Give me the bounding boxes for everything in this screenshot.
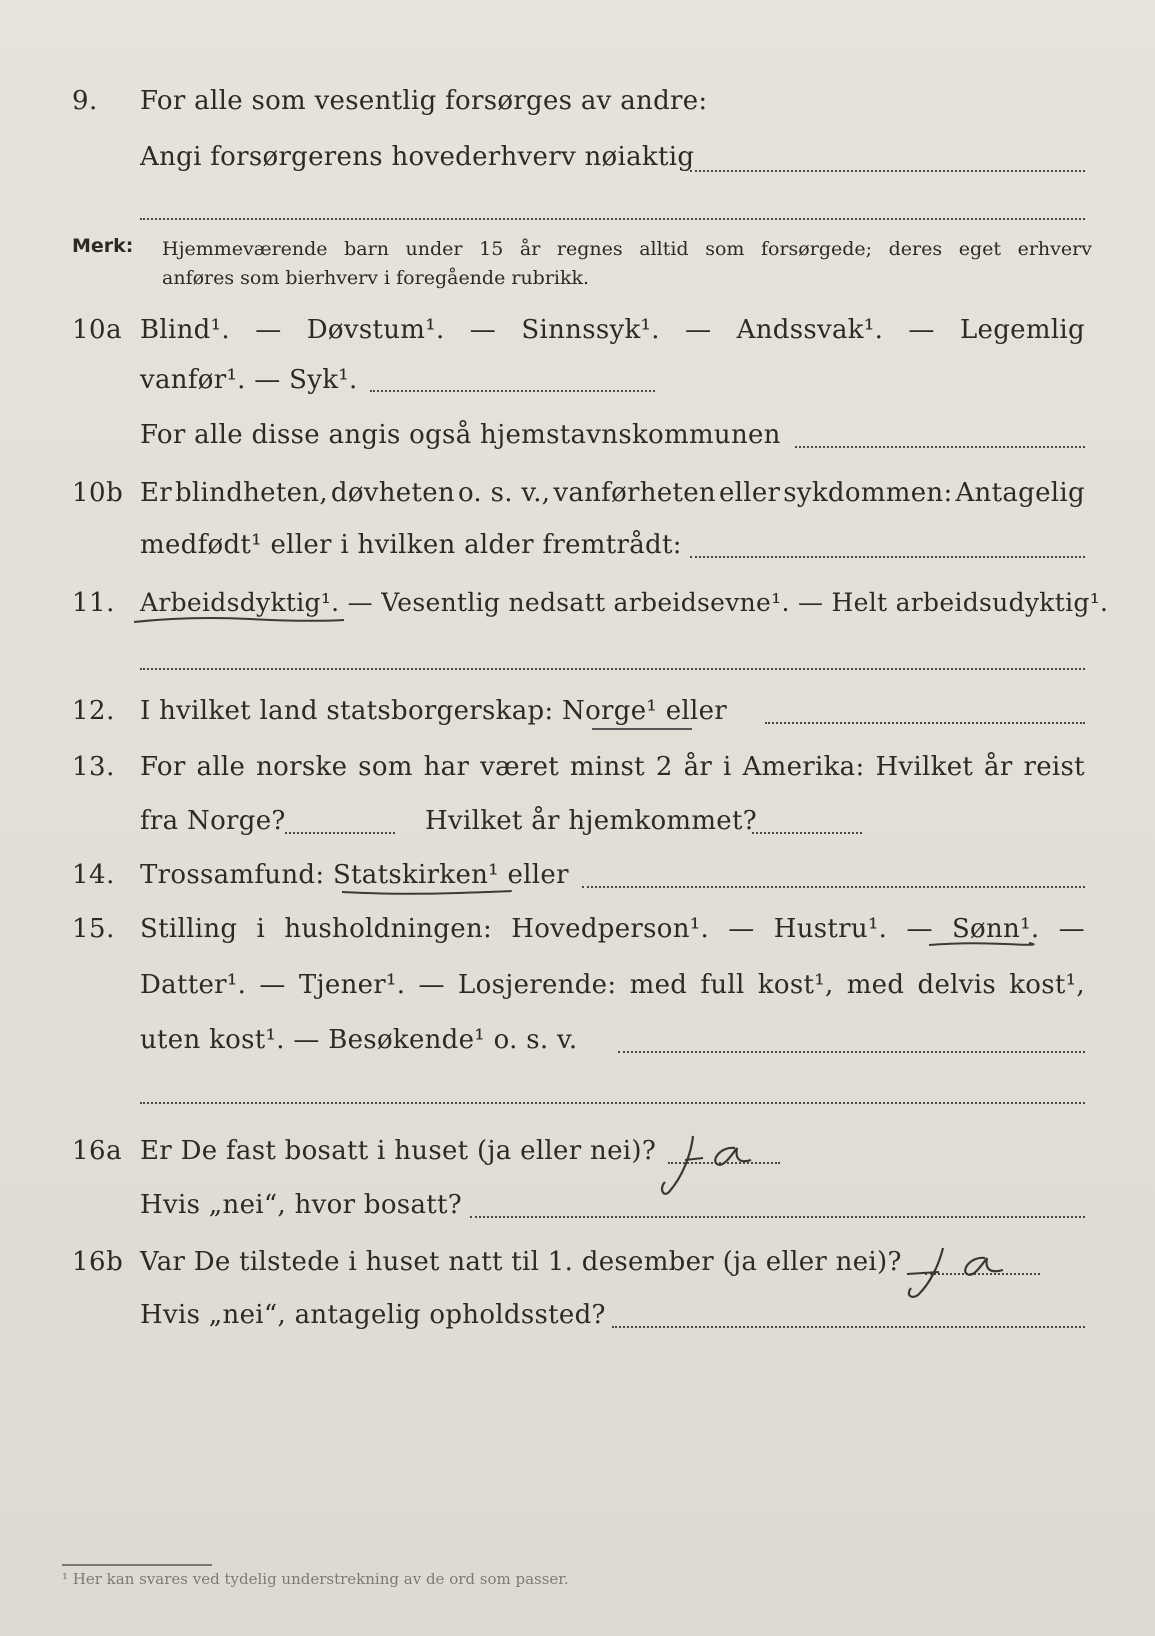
q15-line2-word: — [259, 970, 286, 1000]
q13-line1-word: For [140, 752, 186, 782]
merk-line2: anføres som bierhverv i foregående rubrikk. [162, 267, 590, 289]
q10a-line1-word: — [908, 315, 935, 345]
q10a-line3: For alle disse angis også hjemstavnskommunen [140, 420, 781, 450]
q13-line1-word: i [723, 752, 732, 782]
q12-line1: I hvilket land statsborgerskap: Norge¹ eller [140, 696, 728, 726]
q16b-line1: Var De tilstede i huset natt til 1. desember (ja eller nei)? [140, 1247, 902, 1277]
q16b-handwritten-answer [895, 1242, 1045, 1307]
q13-line1-word: år [984, 752, 1013, 782]
q15-line2-word: Tjener¹. [298, 970, 406, 1000]
q15-line3: uten kost¹. — Besøkende¹ o. s. v. [140, 1025, 578, 1055]
q15-line1-word: Sønn¹. [951, 914, 1040, 944]
merk-line1-word: eget [958, 238, 1002, 260]
q13-line1-word: har [423, 752, 470, 782]
question-number-13: 13. [72, 752, 115, 782]
q15-line1-word: Hustru¹. [773, 914, 888, 944]
q12-answer-field[interactable] [765, 722, 1085, 724]
q9-line2: Angi forsørgerens hovederhverv nøiaktig [140, 142, 695, 172]
question-number-10a: 10a [72, 315, 123, 345]
q15-line2-word: kost¹, [757, 970, 834, 1000]
q13-line2a: fra Norge? [140, 806, 286, 836]
q10b-line1-word: vanførheten [553, 478, 716, 508]
q13-line1-word: år [683, 752, 713, 782]
q15-line1-word: — [1058, 914, 1085, 944]
question-number-16b: 16b [72, 1247, 124, 1277]
q10b-answer-field[interactable] [690, 556, 1085, 558]
q16a-handwritten-answer [655, 1130, 765, 1205]
q10a-line1-word: — [255, 315, 282, 345]
q15-line2-word: Losjerende: [458, 970, 617, 1000]
q15-line2-word: — [418, 970, 445, 1000]
q9-line1: For alle som vesentlig forsørges av andre: [140, 86, 708, 116]
q13-line1 [140, 752, 1085, 782]
q10b-line1-word: døvheten [330, 478, 455, 508]
merk-line1-word: 15 [479, 238, 504, 260]
q16b-line2: Hvis „nei“, antagelig opholdssted? [140, 1300, 606, 1330]
q10b-line1-word: Er [140, 478, 173, 508]
q10a-line1-word: Sinnssyk¹. [521, 315, 660, 345]
q13-reist-field[interactable] [285, 832, 395, 834]
q13-line1-word: Amerika: [742, 752, 865, 782]
question-number-14: 14. [72, 860, 115, 890]
q10a-answer-field[interactable] [370, 390, 655, 392]
q13-line1-word: Hvilket [875, 752, 974, 782]
q15-line1-word: i [256, 914, 266, 944]
merk-line1-word: Hjemmeværende [162, 238, 328, 260]
question-number-10b: 10b [72, 478, 124, 508]
q13-line1-word: minst [569, 752, 645, 782]
merk-line1-word: som [705, 238, 745, 260]
q15-line1-word: — [728, 914, 755, 944]
q15-line2-word: med [846, 970, 905, 1000]
q15-line1-word: Stilling [140, 914, 238, 944]
q10a-hjemstavn-field[interactable] [795, 446, 1085, 448]
q10a-line1-word: Blind¹. [140, 315, 230, 345]
q9-answer-field[interactable] [690, 170, 1085, 172]
q9-extra-answer-field[interactable] [140, 218, 1085, 220]
question-number-9: 9. [72, 86, 98, 116]
merk-line1-word: under [405, 238, 463, 260]
merk-line1-word: barn [344, 238, 389, 260]
q11-line1: Arbeidsdyktig¹. — Vesentlig nedsatt arbeidsevne¹. — Helt arbeidsudyktig¹. [140, 588, 1109, 617]
q13-line1-word: været [480, 752, 560, 782]
q16b-opholdssted-field[interactable] [612, 1326, 1085, 1328]
question-number-16a: 16a [72, 1136, 123, 1166]
q15-line2 [140, 970, 1085, 1000]
q10a-line1-word: — [685, 315, 712, 345]
q10a-line1-word: Døvstum¹. [306, 315, 445, 345]
q15-handwritten-underline [925, 937, 1035, 953]
q15-line2-word: med [629, 970, 688, 1000]
q10b-line2: medfødt¹ eller i hvilken alder fremtrådt: [140, 530, 682, 560]
q15-extra-field[interactable] [140, 1102, 1085, 1104]
q12-underline-norge [592, 728, 692, 730]
q16a-bosatt-field[interactable] [470, 1216, 1085, 1218]
q13-line1-word: reist [1023, 752, 1085, 782]
footnote-rule [62, 1564, 212, 1566]
q14-line1: Trossamfund: Statskirken¹ eller [140, 860, 569, 890]
q11-handwritten-underline [130, 610, 350, 630]
merk-line1-word: forsørgede; [761, 238, 873, 260]
q13-line1-word: som [358, 752, 413, 782]
q10b-line1-word: sykdommen: [783, 478, 953, 508]
q10b-line1 [140, 478, 1085, 508]
q10b-line1-word: Antagelig [955, 478, 1085, 508]
q15-line1-word: Hovedperson¹. [511, 914, 710, 944]
q16a-line2: Hvis „nei“, hvor bosatt? [140, 1190, 462, 1220]
q15-line1-word: husholdningen: [284, 914, 493, 944]
q16a-line1: Er De fast bosatt i huset (ja eller nei)? [140, 1136, 657, 1166]
merk-line1-word: alltid [639, 238, 689, 260]
q13-line2b: Hvilket år hjemkommet? [425, 806, 757, 836]
merk-line1-word: deres [888, 238, 943, 260]
q10a-line1 [140, 315, 1085, 345]
q13-hjemkommet-field[interactable] [752, 832, 862, 834]
merk-label: Merk: [72, 235, 134, 257]
question-number-15: 15. [72, 914, 115, 944]
q11-extra-field[interactable] [140, 668, 1085, 670]
q15-answer-field[interactable] [618, 1051, 1085, 1053]
q15-line2-word: Datter¹. [140, 970, 247, 1000]
merk-line1-word: år [519, 238, 541, 260]
q15-line2-word: full [700, 970, 745, 1000]
q14-handwritten-underline [338, 882, 518, 902]
q10a-line1-word: Andssvak¹. [736, 315, 884, 345]
footnote: ¹ Her kan svares ved tydelig understrekning av de ord som passer. [62, 1570, 569, 1588]
q10b-line1-word: eller [718, 478, 781, 508]
q13-line1-word: 2 [655, 752, 673, 782]
merk-line1-word: erhverv [1017, 238, 1092, 260]
question-number-12: 12. [72, 696, 115, 726]
q13-line1-word: norske [256, 752, 348, 782]
q15-line2-word: kost¹, [1009, 970, 1085, 1000]
merk-line1-word: regnes [556, 238, 623, 260]
q10a-line2: vanfør¹. — Syk¹. [140, 365, 358, 395]
question-number-11: 11. [72, 588, 115, 618]
q10b-line1-word: o. s. v., [457, 478, 551, 508]
q10a-line1-word: Legemlig [959, 315, 1085, 345]
q13-line1-word: alle [196, 752, 246, 782]
merk-line1 [162, 235, 1092, 264]
q15-line1-word: — [906, 914, 933, 944]
q10a-line1-word: — [469, 315, 497, 345]
q15-line2-word: delvis [917, 970, 997, 1000]
q10b-line1-word: blindheten, [174, 478, 328, 508]
q14-answer-field[interactable] [582, 886, 1085, 888]
